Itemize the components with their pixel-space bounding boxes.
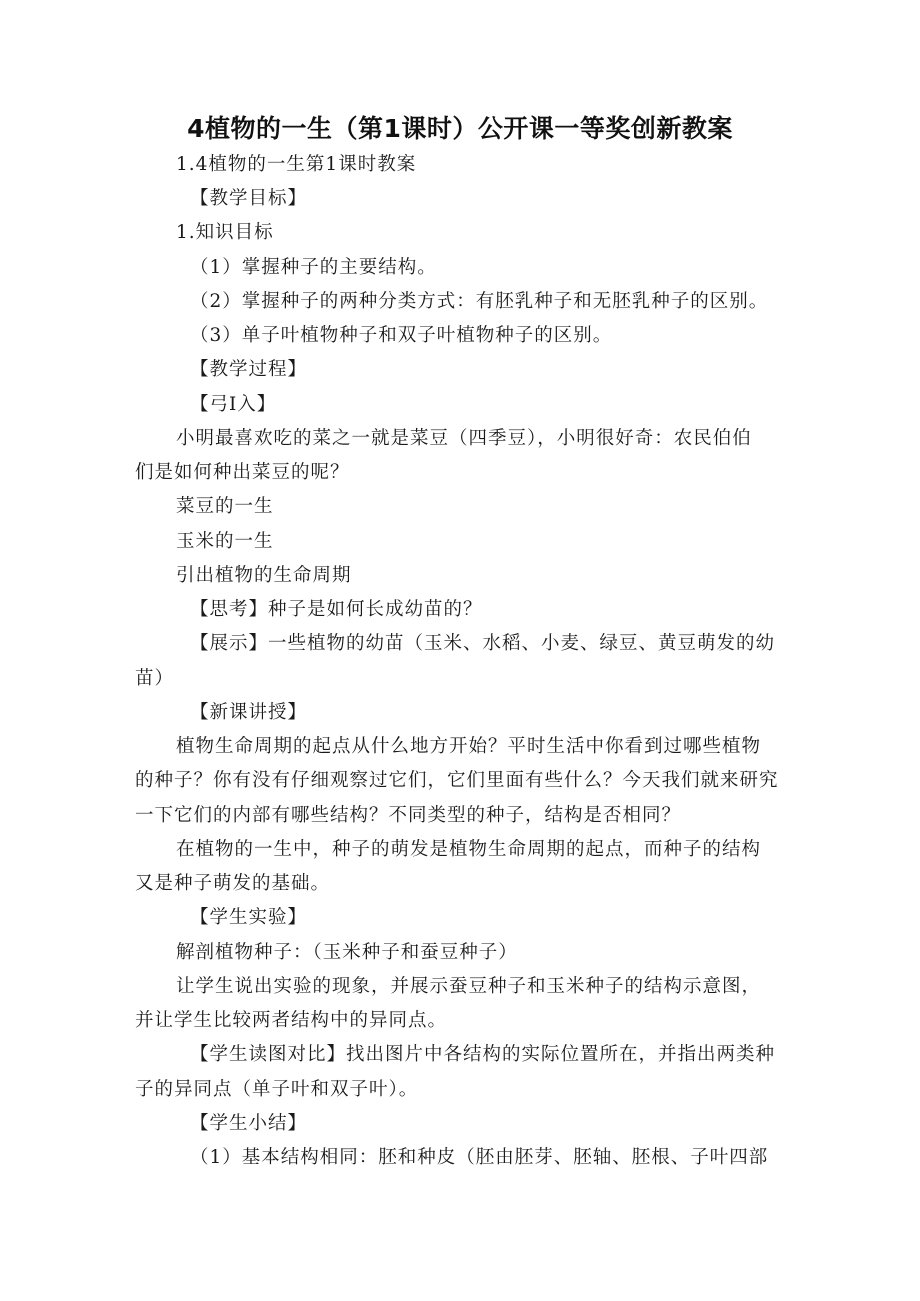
- text-line: （1）掌握种子的主要结构。: [190, 257, 437, 278]
- text-line: 解剖植物种子：（玉米种子和蚕豆种子）: [176, 942, 518, 963]
- text-line: 【展示】一些植物的幼苗（玉米、水稻、小麦、绿豆、黄豆萌发的幼: [190, 633, 776, 654]
- text-line: 小明最喜欢吃的菜之一就是菜豆（四季豆），小明很好奇：农民伯伯: [176, 428, 752, 449]
- text-line: 引出植物的生命周期: [176, 565, 352, 586]
- text-line: 子的异同点（单子叶和双子叶）。: [135, 1079, 419, 1100]
- text-line: 植物生命周期的起点从什么地方开始？平时生活中你看到过哪些植物: [176, 736, 762, 757]
- section-heading: 【学生实验】: [190, 907, 308, 928]
- text-line: 【思考】种子是如何长成幼苗的？: [190, 599, 483, 620]
- section-heading: 【教学过程】: [190, 359, 308, 380]
- text-line: （2）掌握种子的两种分类方式：有胚乳种子和无胚乳种子的区别。: [190, 291, 769, 312]
- text-line: （1）基本结构相同：胚和种皮（胚由胚芽、胚轴、胚根、子叶四部: [190, 1147, 769, 1168]
- text-line: 菜豆的一生: [176, 496, 274, 517]
- section-heading: 【新课讲授】: [190, 702, 308, 723]
- section-heading: 【教学目标】: [190, 188, 308, 209]
- text-line: 一下它们的内部有哪些结构？不同类型的种子，结构是否相同？: [135, 805, 682, 826]
- text-line: 让学生说出实验的现象，并展示蚕豆种子和玉米种子的结构示意图，: [176, 976, 762, 997]
- text-line: 们是如何种出菜豆的呢？: [135, 462, 350, 483]
- text-line: 【学生读图对比】找出图片中各结构的实际位置所在，并指出两类种: [190, 1044, 776, 1065]
- text-line: 并让学生比较两者结构中的异同点。: [135, 1010, 448, 1031]
- text-line: 又是种子萌发的基础。: [135, 873, 331, 894]
- text-line: 在植物的一生中，种子的萌发是植物生命周期的起点，而种子的结构: [176, 839, 762, 860]
- text-line: 的种子？你有没有仔细观察过它们，它们里面有些什么？今天我们就来研究: [135, 770, 779, 791]
- section-heading: 【学生小结】: [190, 1113, 308, 1134]
- section-heading: 【弓I入】: [190, 394, 277, 415]
- text-line: 1.4植物的一生第1课时教案: [176, 154, 417, 175]
- text-line: 1.知识目标: [176, 222, 274, 243]
- text-line: 苗）: [135, 668, 175, 689]
- text-line: 玉米的一生: [176, 531, 274, 552]
- text-line: （3）单子叶植物种子和双子叶植物种子的区别。: [190, 325, 613, 346]
- document-title: 4植物的一生（第1课时）公开课一等奖创新教案: [187, 114, 733, 143]
